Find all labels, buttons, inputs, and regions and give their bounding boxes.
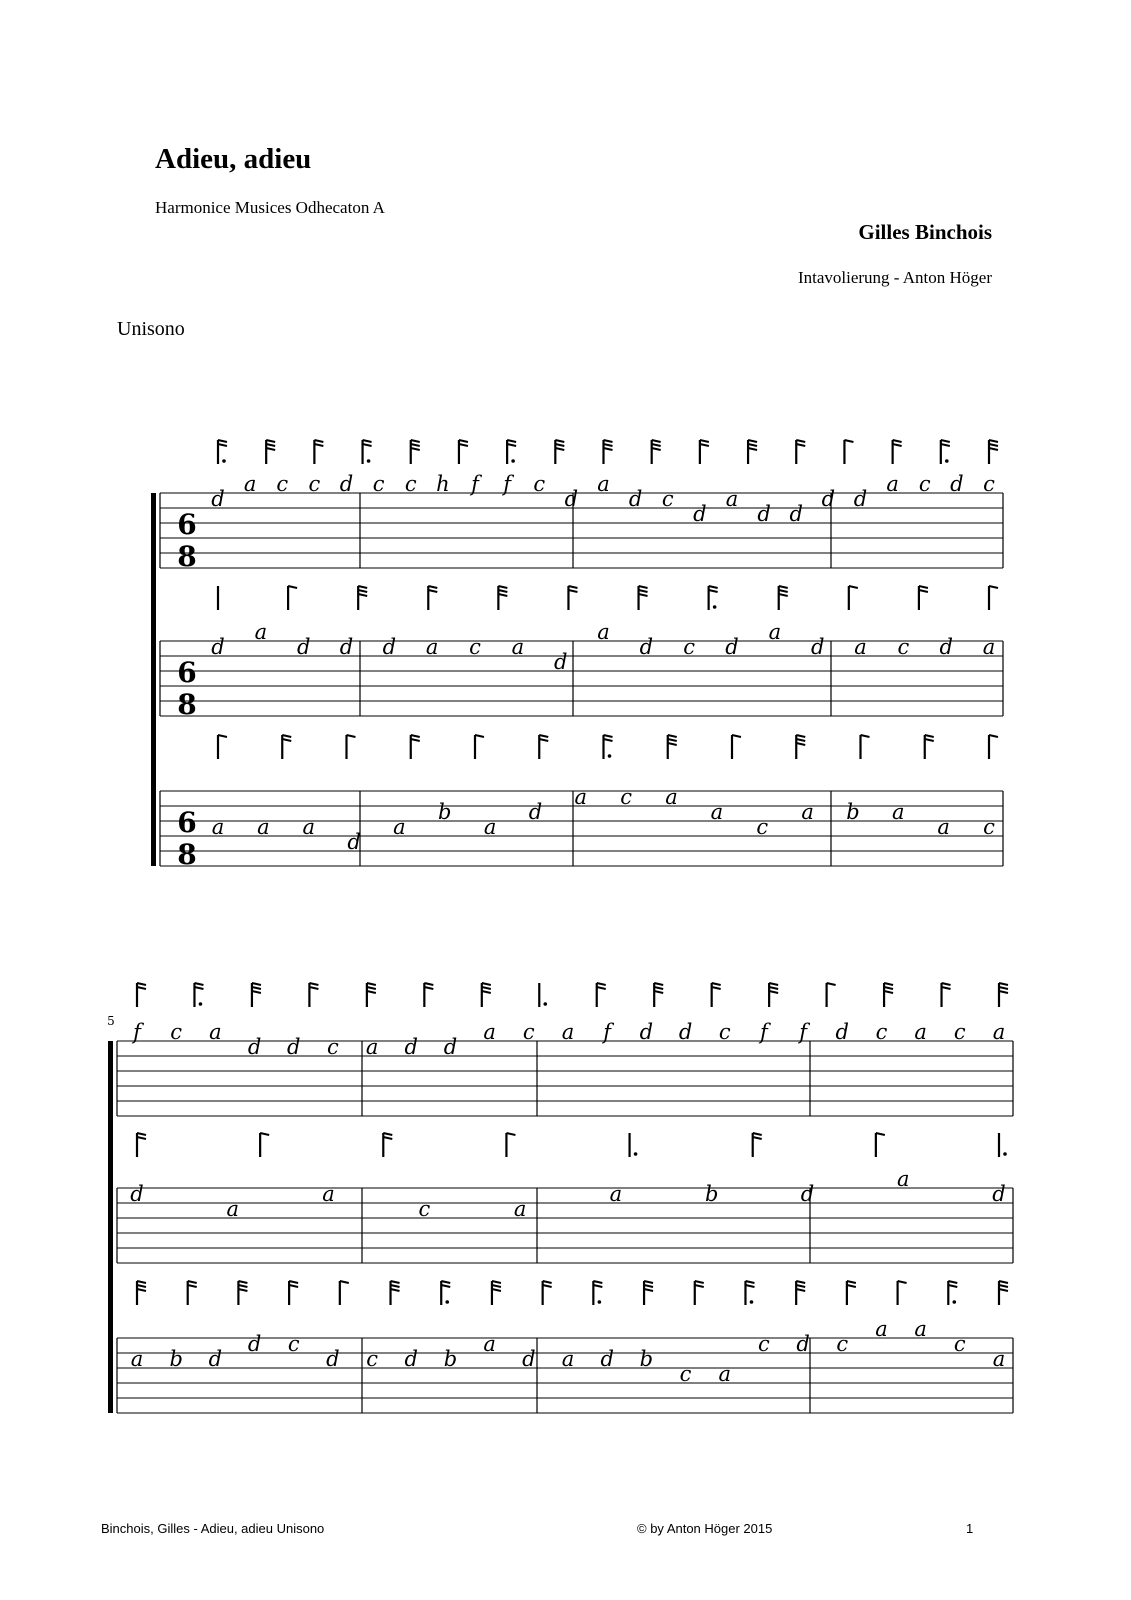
rhythm-flag xyxy=(748,440,757,464)
rhythm-flag xyxy=(941,440,950,464)
tab-letter: d xyxy=(853,487,868,511)
rhythm-flag xyxy=(238,1281,247,1305)
tab-letter: c xyxy=(897,635,910,659)
rhythm-flag xyxy=(604,440,613,464)
tab-letter: a xyxy=(914,1020,927,1044)
tab-letter: c xyxy=(679,1362,692,1386)
tab-letter: a xyxy=(561,1020,575,1044)
tab-letter: a xyxy=(768,620,782,644)
tab-letter: d xyxy=(693,502,707,526)
rhythm-flag xyxy=(411,440,420,464)
composer-name: Gilles Binchois xyxy=(858,220,992,244)
rhythm-flag xyxy=(459,440,468,464)
tab-letter: a xyxy=(511,635,525,659)
tab-letter: d xyxy=(639,635,654,659)
rhythm-flag xyxy=(266,440,275,464)
tab-letter: c xyxy=(953,1332,966,1356)
tab-letter: a xyxy=(609,1182,623,1206)
tab-letter: d xyxy=(821,487,836,511)
tab-letter: d xyxy=(296,635,311,659)
tab-letter: c xyxy=(756,815,769,839)
tab-letter: d xyxy=(347,830,361,854)
tab-letter: a xyxy=(425,635,439,659)
footer-title: Binchois, Gilles - Adieu, adieu Unisono xyxy=(101,1521,325,1536)
tab-letter: c xyxy=(404,472,417,496)
system-bracket xyxy=(108,1041,113,1413)
rhythm-flag xyxy=(218,735,227,759)
tab-letter: d xyxy=(939,635,953,659)
tab-letter: a xyxy=(992,1020,1006,1044)
time-signature-top: 6 xyxy=(177,656,197,689)
rhythm-flag xyxy=(999,1133,1007,1157)
tab-letter: d xyxy=(835,1020,849,1044)
tab-letter: d xyxy=(628,487,643,511)
tab-letter: d xyxy=(130,1182,144,1206)
tab-letter: a xyxy=(718,1362,731,1386)
footer-page-number: 1 xyxy=(966,1521,974,1536)
rhythm-flag xyxy=(218,440,227,464)
tab-letter: d xyxy=(339,635,354,659)
time-signature-top: 6 xyxy=(177,508,197,541)
tab-letter: d xyxy=(950,472,964,496)
tab-letter: a xyxy=(574,785,588,809)
tab-letter: a xyxy=(561,1347,575,1371)
tab-letter: c xyxy=(983,472,995,496)
rhythm-flag xyxy=(506,1133,515,1157)
tab-letter: a xyxy=(513,1197,527,1221)
tab-letter: d xyxy=(404,1035,418,1059)
tab-letter: a xyxy=(937,815,950,839)
rhythm-flag xyxy=(712,983,721,1007)
rhythm-flag xyxy=(507,440,516,464)
tab-letter: d xyxy=(339,472,354,496)
rhythm-flag xyxy=(411,735,420,759)
tab-letter: a xyxy=(992,1347,1006,1371)
tab-letter: d xyxy=(528,800,543,824)
tab-letter: c xyxy=(836,1332,849,1356)
rhythm-flag xyxy=(363,440,372,464)
rhythm-flag xyxy=(847,1281,856,1305)
rhythm-flag xyxy=(849,586,858,610)
rhythm-flag xyxy=(796,735,805,759)
tab-letter: d xyxy=(600,1347,614,1371)
piece-title: Adieu, adieu xyxy=(155,143,312,175)
rhythm-flag xyxy=(652,440,661,464)
rhythm-flag xyxy=(796,1281,805,1305)
rhythm-flag xyxy=(861,735,870,759)
tab-letter: a xyxy=(875,1317,888,1341)
time-signature-bottom: 8 xyxy=(177,838,197,871)
rhythm-flag xyxy=(383,1133,392,1157)
tab-letter: h xyxy=(436,472,450,496)
tab-letter: c xyxy=(758,1332,770,1356)
rhythm-flag xyxy=(194,983,203,1007)
rhythm-flag xyxy=(639,586,648,610)
rhythm-flag xyxy=(999,1281,1008,1305)
rhythm-flag xyxy=(827,983,836,1007)
tab-letter: f xyxy=(471,472,479,496)
tab-letter: f xyxy=(799,1020,807,1044)
rhythm-flag xyxy=(893,440,902,464)
tab-letter: c xyxy=(469,635,481,659)
tab-letter: b xyxy=(846,800,860,824)
tab-letter: c xyxy=(875,1020,888,1044)
rhythm-flag xyxy=(732,735,741,759)
tab-letter: a xyxy=(982,635,996,659)
rhythm-flag xyxy=(367,983,376,1007)
rhythm-flag xyxy=(898,1281,907,1305)
tab-letter: d xyxy=(800,1182,815,1206)
tab-letter: c xyxy=(953,1020,966,1044)
rhythm-flag xyxy=(482,983,491,1007)
tab-letter: a xyxy=(886,472,899,496)
rhythm-flag xyxy=(942,983,951,1007)
tab-letter: d xyxy=(639,1020,654,1044)
rhythm-flag xyxy=(188,1281,197,1305)
rhythm-flag xyxy=(340,1281,349,1305)
rhythm-flag xyxy=(498,586,507,610)
tab-letter: a xyxy=(710,800,724,824)
rhythm-flag xyxy=(796,440,805,464)
tab-letter: f xyxy=(760,1020,768,1044)
rhythm-flag xyxy=(492,1281,501,1305)
tab-letter: b xyxy=(443,1347,458,1371)
rhythm-flag xyxy=(700,440,709,464)
rhythm-flag xyxy=(252,983,261,1007)
tab-letter: d xyxy=(789,502,803,526)
rhythm-flag xyxy=(441,1281,450,1305)
rhythm-flag xyxy=(597,983,606,1007)
footer-copyright: © by Anton Höger 2015 xyxy=(637,1521,773,1536)
rhythm-flag xyxy=(391,1281,400,1305)
system-bracket xyxy=(151,493,156,866)
tuning-label: Unisono xyxy=(117,318,185,340)
tab-letter: d xyxy=(810,635,825,659)
rhythm-flag xyxy=(475,735,484,759)
rhythm-flag xyxy=(137,983,146,1007)
tab-letter: d xyxy=(725,635,739,659)
tab-letter: a xyxy=(801,800,814,824)
rhythm-flag xyxy=(654,983,663,1007)
rhythm-flag xyxy=(358,586,367,610)
tab-letter: a xyxy=(725,487,739,511)
tab-letter: d xyxy=(992,1182,1006,1206)
tab-letter: f xyxy=(503,472,512,496)
tab-letter: a xyxy=(854,635,867,659)
rhythm-flag xyxy=(568,586,577,610)
tab-letter: f xyxy=(133,1020,141,1044)
rhythm-flag xyxy=(999,983,1008,1007)
tab-letter: d xyxy=(757,502,771,526)
tab-letter: d xyxy=(443,1035,458,1059)
rhythm-flag xyxy=(769,983,778,1007)
tab-letter: d xyxy=(796,1332,810,1356)
rhythm-flag xyxy=(876,1133,885,1157)
tab-letter: c xyxy=(327,1035,339,1059)
rhythm-flag xyxy=(543,1281,552,1305)
rhythm-flag xyxy=(347,735,356,759)
tab-letter: a xyxy=(243,472,257,496)
rhythm-flag xyxy=(428,586,437,610)
tab-letter: a xyxy=(597,620,610,644)
rhythm-flag xyxy=(844,440,853,464)
rhythm-flag xyxy=(948,1281,957,1305)
tab-letter: c xyxy=(718,1020,731,1044)
rhythm-flag xyxy=(137,1133,146,1157)
rhythm-flag xyxy=(260,1133,269,1157)
time-signature-top: 6 xyxy=(177,806,197,839)
tab-letter: d xyxy=(326,1347,340,1371)
tab-letter: a xyxy=(365,1035,379,1059)
tab-letter: a xyxy=(483,815,497,839)
rhythm-flag xyxy=(709,586,718,610)
time-signature-bottom: 8 xyxy=(177,540,197,573)
tab-letter: d xyxy=(678,1020,693,1044)
tab-letter: d xyxy=(382,635,397,659)
tab-letter: d xyxy=(564,487,579,511)
rhythm-flag xyxy=(314,440,323,464)
measure-number: 5 xyxy=(107,1014,115,1028)
tab-letter: b xyxy=(169,1347,183,1371)
rhythm-flag xyxy=(288,586,297,610)
rhythm-flag xyxy=(753,1133,762,1157)
source-subtitle: Harmonice Musices Odhecaton A xyxy=(155,198,385,217)
tab-letter: b xyxy=(639,1347,654,1371)
tab-letter: d xyxy=(553,650,568,674)
tab-letter: c xyxy=(308,472,321,496)
tab-letter: a xyxy=(597,472,610,496)
tab-letter: a xyxy=(914,1317,927,1341)
rhythm-flag xyxy=(668,735,677,759)
tab-letter: b xyxy=(438,800,452,824)
rhythm-flag xyxy=(884,983,893,1007)
tab-letter: c xyxy=(372,472,385,496)
tab-letter: a xyxy=(254,620,268,644)
rhythm-flag xyxy=(282,735,291,759)
rhythm-flag xyxy=(919,586,928,610)
rhythm-flag xyxy=(989,735,998,759)
rhythm-flag xyxy=(539,983,547,1007)
tab-letter: d xyxy=(522,1347,536,1371)
tab-letter: c xyxy=(170,1020,183,1044)
tab-letter: c xyxy=(918,472,931,496)
rhythm-flag xyxy=(695,1281,704,1305)
rhythm-flag xyxy=(137,1281,146,1305)
tab-letter: a xyxy=(130,1347,144,1371)
tab-letter: d xyxy=(247,1332,262,1356)
tab-letter: a xyxy=(393,815,406,839)
rhythm-flag xyxy=(644,1281,653,1305)
rhythm-flag xyxy=(593,1281,602,1305)
tab-letter: c xyxy=(533,472,546,496)
tab-letter: a xyxy=(211,815,225,839)
tab-letter: a xyxy=(483,1020,496,1044)
rhythm-flag xyxy=(925,735,934,759)
tab-letter: a xyxy=(302,815,315,839)
tab-letter: d xyxy=(211,487,225,511)
tab-letter: d xyxy=(287,1035,301,1059)
tab-letter: c xyxy=(522,1020,535,1044)
tab-letter: a xyxy=(322,1182,335,1206)
rhythm-flag xyxy=(989,440,998,464)
tab-letter: c xyxy=(620,785,633,809)
tab-letter: d xyxy=(208,1347,223,1371)
rhythm-flag xyxy=(424,983,433,1007)
tab-letter: d xyxy=(211,635,225,659)
rhythm-flag xyxy=(555,440,564,464)
rhythm-flag xyxy=(630,1133,638,1157)
rhythm-flag xyxy=(604,735,613,759)
rhythm-flag xyxy=(989,586,998,610)
rhythm-flag xyxy=(779,586,788,610)
tab-letter: c xyxy=(983,815,995,839)
tab-letter: c xyxy=(287,1332,300,1356)
tab-letter: a xyxy=(896,1167,910,1191)
tab-letter: a xyxy=(892,800,905,824)
tab-letter: c xyxy=(661,487,674,511)
rhythm-flag xyxy=(539,735,548,759)
rhythm-flag xyxy=(289,1281,298,1305)
tab-letter: d xyxy=(404,1347,418,1371)
tab-letter: d xyxy=(247,1035,262,1059)
tab-letter: c xyxy=(418,1197,431,1221)
rhythm-flag xyxy=(745,1281,754,1305)
tab-letter: c xyxy=(683,635,696,659)
tab-letter: a xyxy=(665,785,678,809)
tab-letter: a xyxy=(209,1020,222,1044)
time-signature-bottom: 8 xyxy=(177,688,197,721)
tab-letter: a xyxy=(257,815,270,839)
tab-letter: f xyxy=(603,1020,612,1044)
tab-letter: b xyxy=(704,1182,719,1206)
tab-letter: a xyxy=(483,1332,496,1356)
arranger-credit: Intavolierung - Anton Höger xyxy=(797,268,992,287)
tab-letter: a xyxy=(226,1197,240,1221)
tab-letter: c xyxy=(366,1347,378,1371)
tab-letter: c xyxy=(276,472,289,496)
rhythm-flag xyxy=(309,983,318,1007)
